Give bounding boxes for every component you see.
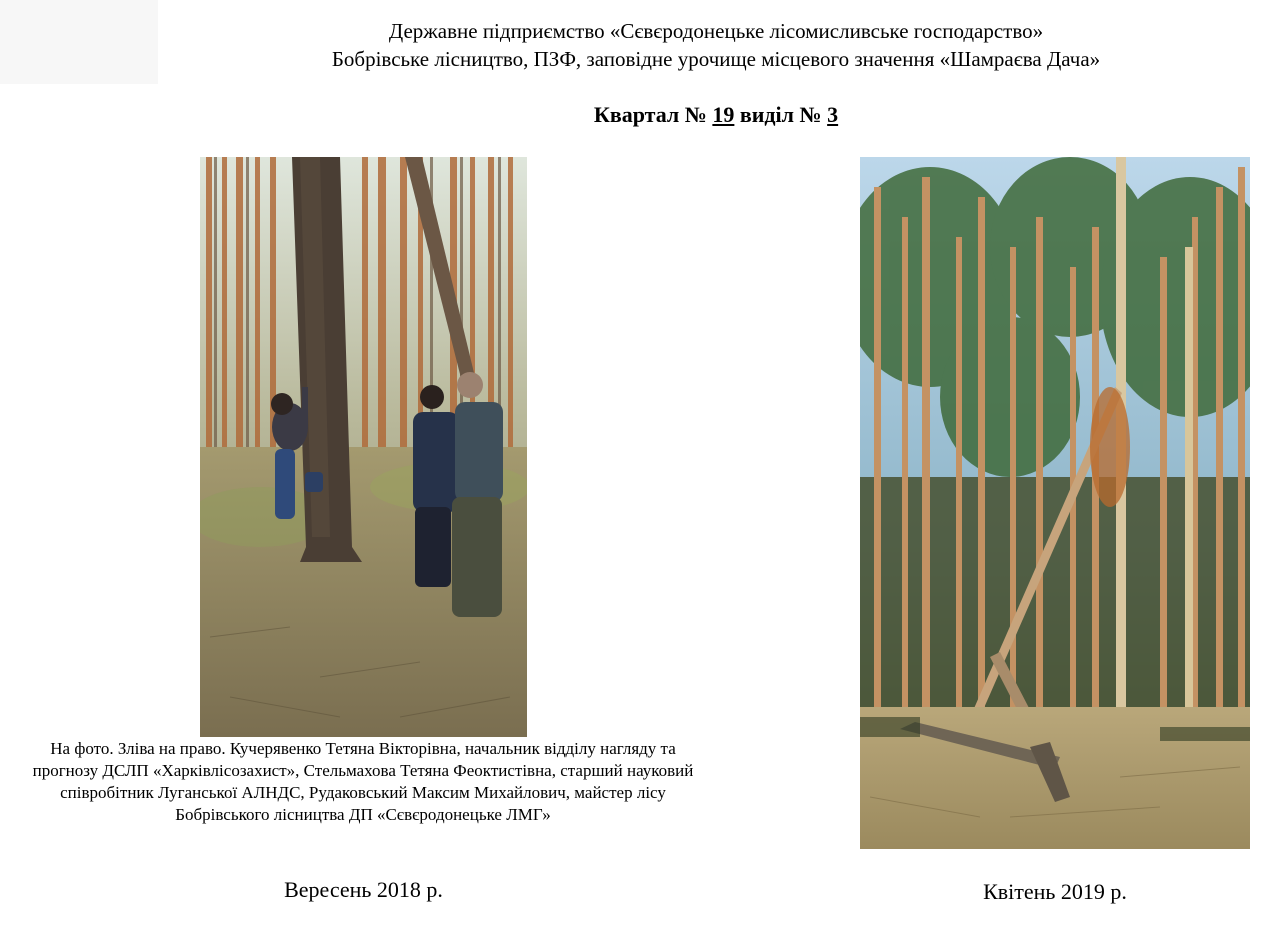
scan-corner-mark <box>0 0 158 84</box>
title-prefix: Квартал № <box>593 102 713 127</box>
title-middle: виділ № <box>734 102 828 127</box>
header-location: Бобрівське лісництво, ПЗФ, заповідне урочище місцевого значення «Шамраєва Дача» <box>331 47 1101 71</box>
photo-date-left: Вересень 2018 р. <box>284 877 443 902</box>
page-title <box>430 99 1002 131</box>
photo-forest-2019 <box>860 157 1250 849</box>
photo-date-right: Квітень 2019 р. <box>983 879 1127 904</box>
photo-caption: На фото. Зліва на право. Кучерявенко Тетяна Вікторівна, начальник відділу нагляду та прогнозу ДСЛП «Харківлісозахист», Стельмахова Тетяна Феоктистівна, старший науковий співробітник Луганської АЛНДС, Рудаковський Максим Михайлович, майстер лісу Бобрівського лісництва ДП «Сєвєродонецьке ЛМГ» <box>32 739 694 824</box>
photo-forest-2018 <box>200 157 527 737</box>
quarter-number: 19 <box>712 102 735 127</box>
section-number: 3 <box>827 102 839 127</box>
header-organization: Державне підприємство «Сєвєродонецьке лісомисливське господарство» <box>388 19 1044 43</box>
